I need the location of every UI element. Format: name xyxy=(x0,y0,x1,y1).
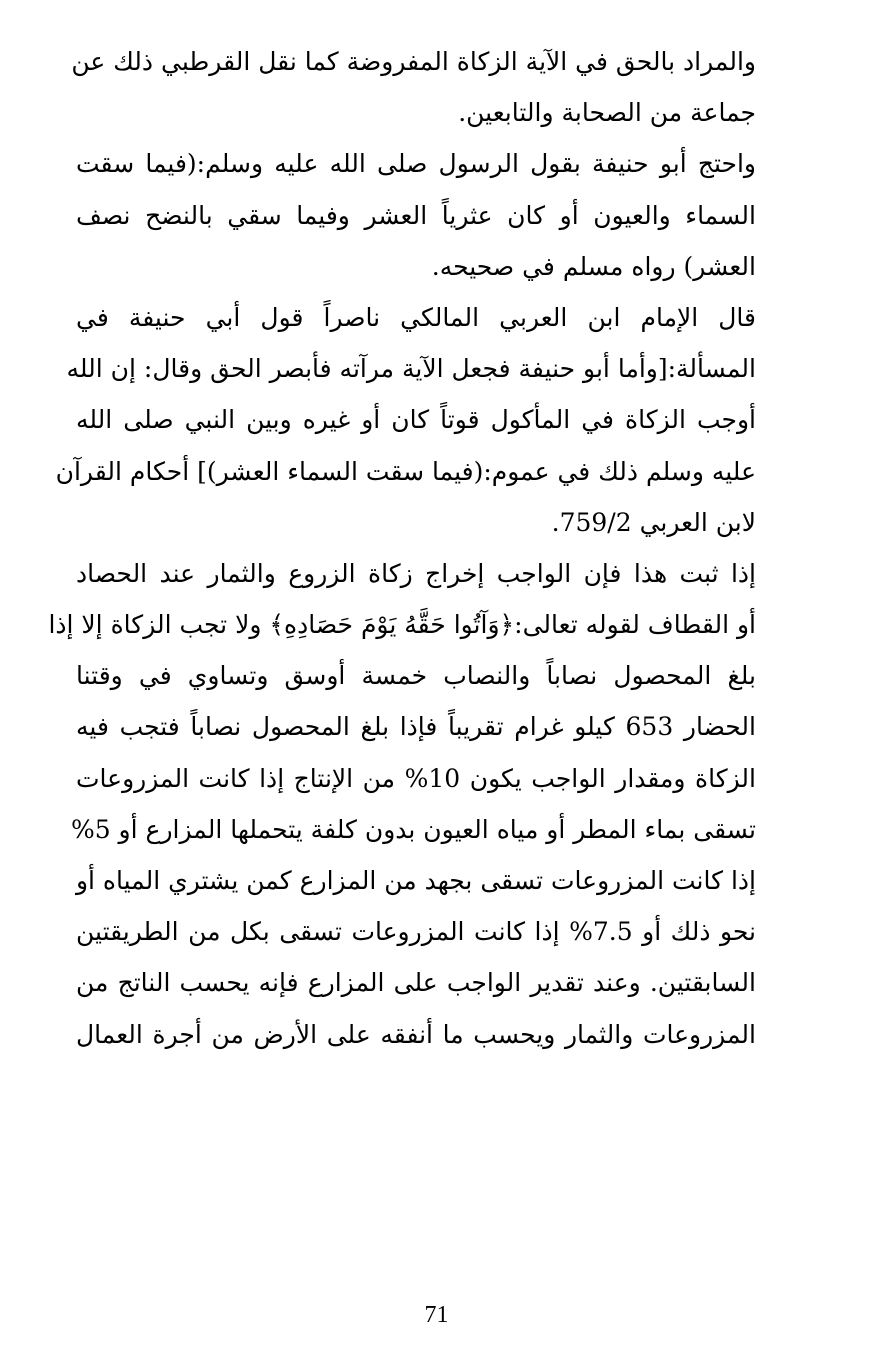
page-number: 71 xyxy=(424,1302,449,1328)
text-line: واحتج أبو حنيفة بقول الرسول صلى الله عليه وسلم:(فيما سقت xyxy=(76,149,756,179)
paragraph-3 xyxy=(55,292,756,548)
text-line: بلغ المحصول نصاباً والنصاب خمسة أوسق وتساوي في وقتنا xyxy=(76,661,756,691)
text-line: تسقى بماء المطر أو مياه العيون بدون كلفة يتحملها المزارع أو 5% xyxy=(70,814,756,844)
text-line: السابقتين. وعند تقدير الواجب على المزارع فإنه يحسب الناتج من xyxy=(76,968,756,998)
text-line: عليه وسلم ذلك في عموم:(فيما سقت السماء العشر)] أحكام القرآن xyxy=(55,456,756,486)
paragraph-4 xyxy=(48,548,756,1060)
text-line: والمراد بالحق في الآية الزكاة المفروضة كما نقل القرطبي ذلك عن xyxy=(71,47,756,76)
text-line: أو القطاف لقوله تعالى:﴿وَآتُوا حَقَّهُ يَوْمَ حَصَادِهِ﴾ ولا تجب الزكاة إلا إذا xyxy=(48,610,756,640)
text-line: الحضار 653 كيلو غرام تقريباً فإذا بلغ المحصول نصاباً فتجب فيه xyxy=(76,712,756,742)
text-line: لابن العربي 759/2. xyxy=(551,507,756,537)
text-line: إذا كانت المزروعات تسقى بجهد من المزارع كمن يشتري المياه أو xyxy=(75,866,756,895)
text-line: المسألة:[وأما أبو حنيفة فجعل الآية مرآته فأبصر الحق وقال: إن الله xyxy=(66,354,756,384)
body-text xyxy=(48,36,757,1060)
text-line: العشر) رواه مسلم في صحيحه. xyxy=(431,251,756,281)
text-line: المزروعات والثمار ويحسب ما أنفقه على الأرض من أجرة العمال xyxy=(76,1019,756,1049)
text-line: نحو ذلك أو 7.5% إذا كانت المزروعات تسقى بكل من الطريقتين xyxy=(76,917,756,947)
text-line: السماء والعيون أو كان عثرياً العشر وفيما سقي بالنضح نصف xyxy=(76,200,757,230)
text-line: إذا ثبت هذا فإن الواجب إخراج زكاة الزروع والثمار عند الحصاد xyxy=(76,558,756,588)
paragraph-1 xyxy=(71,36,756,138)
text-line: قال الإمام ابن العربي المالكي ناصراً قول أبي حنيفة في xyxy=(76,302,756,332)
text-line: جماعة من الصحابة والتابعين. xyxy=(458,98,756,128)
text-line: الزكاة ومقدار الواجب يكون 10% من الإنتاج إذا كانت المزروعات xyxy=(76,763,756,793)
paragraph-2 xyxy=(76,138,756,292)
text-line: أوجب الزكاة في المأكول قوتاً كان أو غيره وبين النبي صلى الله xyxy=(76,405,756,435)
